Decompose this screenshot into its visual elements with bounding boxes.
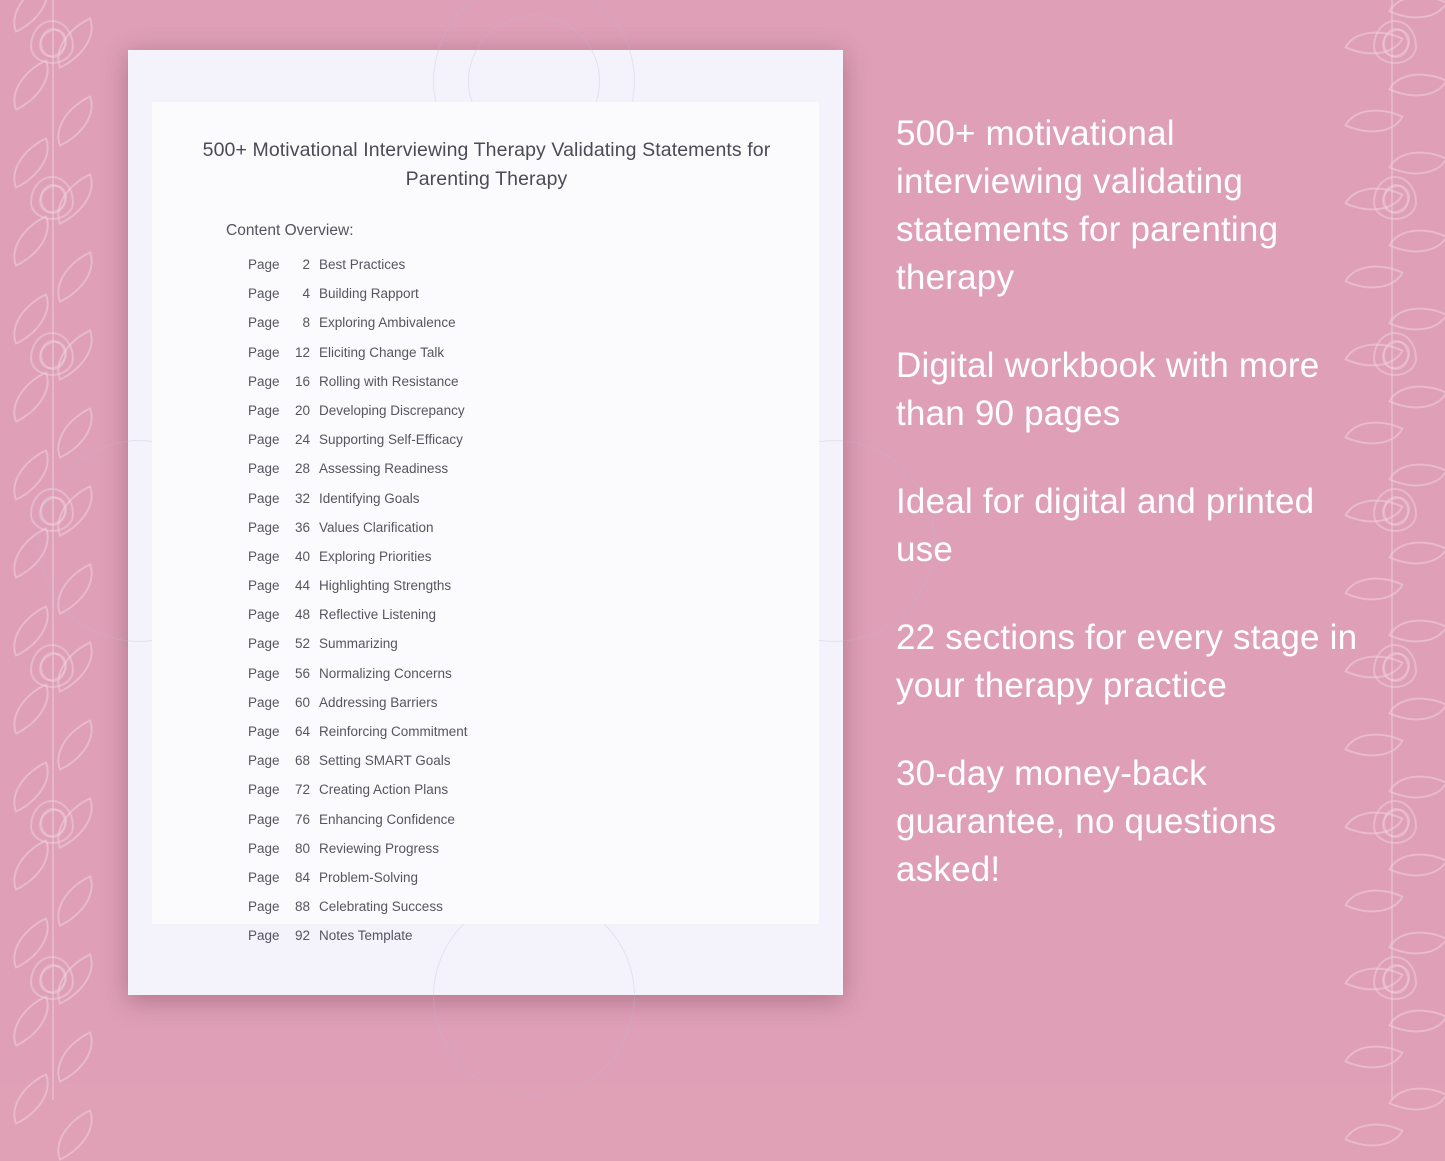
- vine-leaf-decoration: [45, 953, 105, 1005]
- toc-entry: [248, 782, 788, 811]
- vine-leaf-decoration: [1344, 953, 1404, 1005]
- toc-entry-title: Setting SMART Goals: [319, 753, 451, 769]
- content-overview-label: Content Overview:: [226, 222, 354, 239]
- vine-leaf-decoration: [1, 0, 61, 33]
- toc-entry-page-word: Page: [248, 607, 280, 623]
- vine-leaf-decoration: [45, 95, 105, 147]
- vine-leaf-decoration: [45, 329, 105, 381]
- vine-leaf-decoration: [1, 137, 61, 189]
- vine-leaf-decoration: [45, 1031, 105, 1083]
- toc-entry-title: Supporting Self-Efficacy: [319, 432, 463, 448]
- floral-border-left-decoration: [0, 0, 100, 1084]
- toc-entry-page-word: Page: [248, 519, 280, 535]
- table-of-contents: [248, 257, 788, 958]
- vine-flower-decoration: [1373, 800, 1417, 844]
- vine-flower-decoration: [30, 800, 74, 844]
- promo-feature-item: 500+ motivational interviewing validating statements for parenting therapy: [896, 114, 1279, 297]
- vine-leaf-decoration: [45, 563, 105, 615]
- toc-entry-page-word: Page: [248, 315, 280, 331]
- toc-entry-page-number: 28: [294, 461, 310, 477]
- vine-stem-decoration: [1391, 0, 1393, 1100]
- toc-entry-page-number: 36: [294, 519, 310, 535]
- toc-entry-title: Enhancing Confidence: [319, 811, 455, 827]
- toc-entry: [248, 345, 788, 374]
- toc-entry-page-word: Page: [248, 869, 280, 885]
- vine-leaf-decoration: [1, 605, 61, 657]
- vine-leaf-decoration: [45, 173, 105, 225]
- toc-entry-page-word: Page: [248, 257, 280, 272]
- vine-leaf-decoration: [1388, 683, 1445, 735]
- vine-stem-decoration: [52, 0, 54, 1100]
- toc-entry-page-word: Page: [248, 665, 280, 681]
- toc-entry: [248, 812, 788, 841]
- vine-leaf-decoration: [1388, 215, 1445, 267]
- toc-entry: [248, 636, 788, 665]
- toc-entry-title: Assessing Readiness: [319, 461, 449, 477]
- vine-leaf-decoration: [1388, 371, 1445, 423]
- vine-flower-decoration: [30, 20, 74, 64]
- toc-entry-title: Reinforcing Commitment: [319, 724, 468, 739]
- vine-leaf-decoration: [45, 407, 105, 459]
- toc-entry: [248, 403, 788, 432]
- vine-flower-decoration: [30, 644, 74, 688]
- toc-entry-page-word: Page: [248, 344, 280, 360]
- toc-entry-page-number: 56: [294, 665, 310, 681]
- vine-leaf-decoration: [45, 251, 105, 303]
- toc-entry-page-number: 80: [294, 840, 310, 856]
- vine-leaf-decoration: [1, 215, 61, 267]
- toc-entry-page-number: 16: [294, 373, 310, 389]
- toc-entry-page-word: Page: [248, 928, 280, 944]
- toc-entry-page-number: 68: [294, 753, 310, 769]
- toc-entry-page-number: 4: [302, 286, 310, 302]
- vine-leaf-decoration: [1, 761, 61, 813]
- toc-entry-title: Exploring Priorities: [319, 548, 432, 564]
- vine-leaf-decoration: [45, 17, 105, 69]
- toc-entry-page-word: Page: [248, 548, 280, 564]
- toc-entry-title: Exploring Ambivalence: [319, 315, 456, 331]
- toc-entry-page-word: Page: [248, 286, 280, 302]
- vine-leaf-decoration: [1388, 449, 1445, 501]
- toc-entry-title: Creating Action Plans: [319, 782, 449, 798]
- toc-entry-title: Rolling with Resistance: [319, 373, 459, 389]
- toc-entry: [248, 286, 788, 315]
- toc-entry-page-number: 32: [294, 490, 310, 506]
- vine-flower-decoration: [30, 332, 74, 376]
- vine-leaf-decoration: [1388, 0, 1445, 33]
- toc-entry-title: Eliciting Change Talk: [319, 344, 445, 360]
- toc-entry-title: Highlighting Strengths: [319, 578, 452, 594]
- vine-leaf-decoration: [1388, 995, 1445, 1047]
- toc-entry-title: Reviewing Progress: [319, 840, 440, 856]
- toc-entry-title: Reflective Listening: [319, 607, 437, 623]
- toc-entry-page-number: 8: [302, 315, 310, 331]
- toc-entry: [248, 491, 788, 520]
- toc-entry-page-number: 2: [302, 257, 310, 272]
- toc-entry: [248, 432, 788, 461]
- toc-entry: [248, 549, 788, 578]
- toc-entry-title: Values Clarification: [319, 519, 434, 535]
- vine-leaf-decoration: [1344, 17, 1404, 69]
- vine-leaf-decoration: [1388, 293, 1445, 345]
- vine-leaf-decoration: [45, 875, 105, 927]
- toc-entry-page-number: 88: [294, 899, 310, 915]
- promo-feature-item: Ideal for digital and printed use: [896, 482, 1315, 569]
- vine-leaf-decoration: [45, 485, 105, 537]
- vine-leaf-decoration: [1344, 1109, 1404, 1161]
- toc-entry-page-word: Page: [248, 432, 280, 448]
- toc-entry-page-number: 84: [294, 869, 310, 885]
- vine-leaf-decoration: [1388, 59, 1445, 111]
- toc-entry-page-word: Page: [248, 694, 280, 710]
- vine-leaf-decoration: [1388, 917, 1445, 969]
- toc-entry-page-word: Page: [248, 753, 280, 769]
- promo-feature-list: [896, 110, 1366, 934]
- toc-entry-page-number: 24: [294, 432, 310, 448]
- toc-entry: [248, 461, 788, 490]
- vine-leaf-decoration: [1388, 605, 1445, 657]
- vine-leaf-decoration: [1, 293, 61, 345]
- toc-entry-page-number: 52: [294, 636, 310, 652]
- vine-leaf-decoration: [1, 527, 61, 579]
- vine-flower-decoration: [30, 956, 74, 1000]
- toc-entry-page-word: Page: [248, 373, 280, 389]
- toc-entry-title: Developing Discrepancy: [319, 402, 465, 418]
- vine-leaf-decoration: [1, 371, 61, 423]
- toc-entry-page-number: 72: [294, 782, 310, 798]
- document-title: 500+ Motivational Interviewing Therapy Validating Statements for Parenting Therapy: [202, 139, 771, 190]
- toc-entry: [248, 724, 788, 753]
- vine-flower-decoration: [1373, 20, 1417, 64]
- toc-entry-page-word: Page: [248, 490, 280, 506]
- toc-entry-page-number: 76: [294, 811, 310, 827]
- toc-entry: [248, 520, 788, 549]
- vine-leaf-decoration: [1388, 137, 1445, 189]
- toc-entry: [248, 753, 788, 782]
- toc-entry-title: Notes Template: [319, 928, 413, 944]
- toc-entry-page-number: 92: [294, 928, 310, 944]
- vine-leaf-decoration: [45, 719, 105, 771]
- toc-entry: [248, 607, 788, 636]
- vine-flower-decoration: [1373, 488, 1417, 532]
- vine-leaf-decoration: [45, 797, 105, 849]
- toc-entry-page-word: Page: [248, 724, 280, 739]
- toc-entry-page-word: Page: [248, 402, 280, 418]
- toc-entry: [248, 841, 788, 870]
- promo-feature-item: 22 sections for every stage in your therapy practice: [896, 618, 1358, 705]
- toc-entry: [248, 315, 788, 344]
- toc-entry-page-number: 44: [294, 578, 310, 594]
- toc-entry-page-word: Page: [248, 461, 280, 477]
- vine-flower-decoration: [1373, 956, 1417, 1000]
- vine-leaf-decoration: [1, 1073, 61, 1125]
- vine-leaf-decoration: [1, 917, 61, 969]
- vine-leaf-decoration: [1388, 527, 1445, 579]
- toc-entry: [248, 899, 788, 928]
- toc-entry-page-number: 40: [294, 548, 310, 564]
- toc-entry-title: Addressing Barriers: [319, 694, 438, 710]
- toc-entry-page-word: Page: [248, 782, 280, 798]
- toc-entry-page-word: Page: [248, 840, 280, 856]
- promo-feature-item: Digital workbook with more than 90 pages: [896, 346, 1320, 433]
- vine-leaf-decoration: [1, 995, 61, 1047]
- promo-feature-item: 30-day money-back guarantee, no questions asked!: [896, 754, 1277, 889]
- toc-entry: [248, 695, 788, 724]
- vine-leaf-decoration: [1, 839, 61, 891]
- vine-flower-decoration: [30, 488, 74, 532]
- document-content-area: [152, 102, 819, 944]
- toc-entry-page-number: 48: [294, 607, 310, 623]
- toc-entry: [248, 374, 788, 403]
- vine-leaf-decoration: [45, 1109, 105, 1161]
- toc-entry-page-number: 20: [294, 402, 310, 418]
- toc-entry-title: Best Practices: [319, 257, 406, 272]
- vine-leaf-decoration: [1, 449, 61, 501]
- vine-leaf-decoration: [1388, 761, 1445, 813]
- toc-entry-page-word: Page: [248, 811, 280, 827]
- toc-entry-title: Problem-Solving: [319, 869, 419, 885]
- vine-leaf-decoration: [1, 59, 61, 111]
- toc-entry-title: Identifying Goals: [319, 490, 420, 506]
- toc-entry: [248, 666, 788, 695]
- toc-entry: [248, 928, 788, 957]
- vine-flower-decoration: [30, 176, 74, 220]
- vine-flower-decoration: [1373, 644, 1417, 688]
- vine-leaf-decoration: [1388, 839, 1445, 891]
- toc-entry-page-word: Page: [248, 636, 280, 652]
- toc-entry-title: Summarizing: [319, 636, 398, 652]
- toc-entry-page-word: Page: [248, 578, 280, 594]
- document-page: [128, 50, 843, 995]
- vine-leaf-decoration: [1388, 1073, 1445, 1125]
- vine-flower-decoration: [1373, 332, 1417, 376]
- vine-leaf-decoration: [1, 683, 61, 735]
- toc-entry-title: Normalizing Concerns: [319, 665, 452, 681]
- toc-entry: [248, 578, 788, 607]
- toc-entry-page-word: Page: [248, 899, 280, 915]
- toc-entry: [248, 870, 788, 899]
- vine-flower-decoration: [1373, 176, 1417, 220]
- toc-entry-page-number: 64: [294, 724, 310, 739]
- vine-leaf-decoration: [45, 641, 105, 693]
- vine-leaf-decoration: [1344, 1031, 1404, 1083]
- toc-entry-page-number: 60: [294, 694, 310, 710]
- toc-entry: [248, 257, 788, 286]
- toc-entry-title: Celebrating Success: [319, 899, 443, 915]
- toc-entry-page-number: 12: [294, 344, 310, 360]
- toc-entry-title: Building Rapport: [319, 286, 419, 302]
